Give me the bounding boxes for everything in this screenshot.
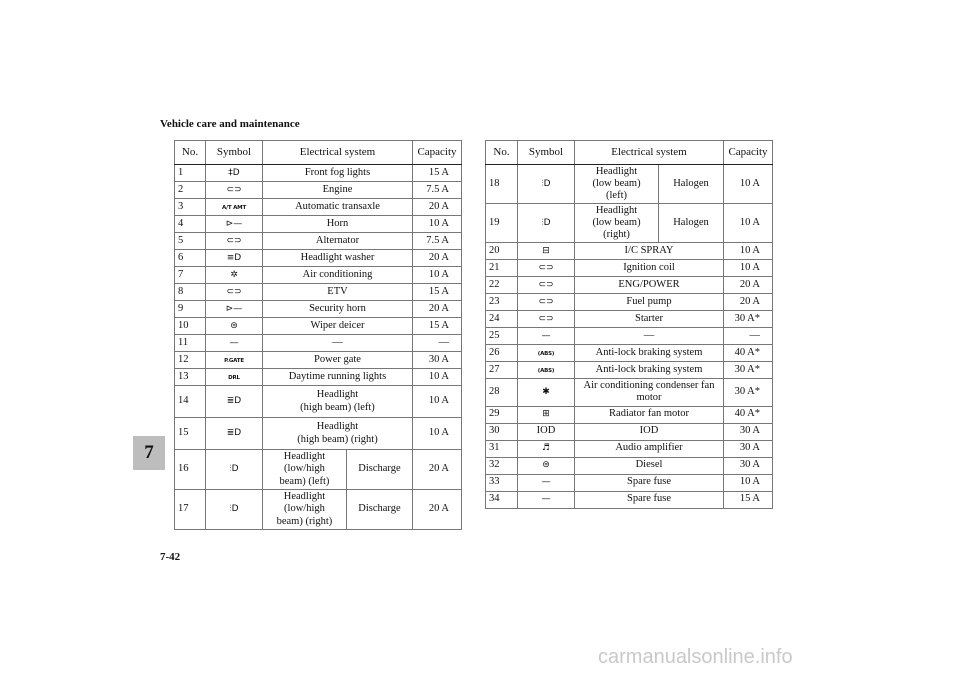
fuse-capacity: 20 A [413,199,462,216]
headlight-type: Discharge [346,450,412,490]
table-header-row [175,141,462,165]
fuse-capacity: 30 A* [724,311,773,328]
page-number: 7-42 [160,551,181,563]
fuse-capacity: 7.5 A [413,233,462,250]
column-header-symbol: Symbol [206,141,263,165]
electrical-system: Air conditioning [263,267,413,284]
table-row [175,267,462,284]
headlight-type: Discharge [346,490,412,530]
fuse-symbol [206,267,263,284]
horn-icon: ⊳— [225,303,243,314]
fuse-number: 16 [175,450,206,490]
fuse-capacity: 10 A [724,204,773,243]
fuse-capacity: 20 A [413,301,462,318]
table-row [175,199,462,216]
column-header-system: Electrical system [263,141,413,165]
fuse-capacity: 10 A [724,474,773,491]
headlight-type: Halogen [659,204,724,243]
electrical-system: Air conditioning condenser fan motor [575,379,724,406]
no-symbol: — [541,494,551,505]
electrical-system: Engine [263,182,413,199]
electrical-system: Headlight (low/high beam) (left) [263,450,347,490]
fuse-number: 6 [175,250,206,267]
fuse-capacity: 10 A [724,260,773,277]
fuse-number: 18 [486,165,518,204]
table-row [175,418,462,450]
table-row [486,474,773,491]
table-body [175,165,462,530]
radiator-fan-icon: ⊞ [542,409,550,420]
air-conditioning-icon: ✲ [230,269,238,280]
ic-spray-icon: ⊟ [542,246,550,257]
fuse-symbol [518,165,575,204]
electrical-system: Spare fuse [575,474,724,491]
chapter-tab: 7 [133,436,165,470]
electrical-system: Spare fuse [575,491,724,508]
table-row [175,490,462,530]
drl-icon: DRL [228,374,240,381]
table-row [175,216,462,233]
table-row [486,294,773,311]
fuse-number: 27 [486,362,518,379]
fuse-number: 10 [175,318,206,335]
fuse-number: 34 [486,491,518,508]
electrical-system: I/C SPRAY [575,243,724,260]
fuse-symbol [518,423,575,440]
table-row [175,233,462,250]
low-beam-icon: ⫶D [541,218,551,229]
table-row [175,352,462,369]
fuse-number: 31 [486,440,518,457]
table-row [175,301,462,318]
low-beam-icon: ⫶D [541,179,551,190]
fuse-number: 25 [486,328,518,345]
table-row [175,165,462,182]
fuse-symbol [206,335,263,352]
fuse-symbol [206,216,263,233]
fuse-number: 7 [175,267,206,284]
abs-icon: (ABS) [537,368,555,375]
fuse-capacity: 20 A [413,490,462,530]
electrical-system: — [263,335,413,352]
table-row [486,311,773,328]
fuse-symbol [206,284,263,301]
fuse-capacity: 20 A [724,277,773,294]
electrical-system: Headlight (low/high beam) (right) [263,490,347,530]
fuse-capacity: 30 A [724,440,773,457]
table-row [175,386,462,418]
fuse-number: 3 [175,199,206,216]
fuse-symbol [206,418,263,450]
electrical-system: Starter [575,311,724,328]
diesel-icon: ⊜ [542,460,550,471]
electrical-system: Anti-lock braking system [575,362,724,379]
fuse-number: 23 [486,294,518,311]
fuse-symbol [206,233,263,250]
fuse-symbol [206,386,263,418]
electrical-system: Audio amplifier [575,440,724,457]
fuse-symbol [518,311,575,328]
table-row [175,182,462,199]
no-symbol: — [541,477,551,488]
column-header-capacity: Capacity [413,141,462,165]
headlight-washer-icon: ≡D [226,252,242,263]
fuse-symbol [518,260,575,277]
watermark: carmanualsonline.info [598,646,793,668]
fuse-number: 24 [486,311,518,328]
fuse-number: 2 [175,182,206,199]
fuse-capacity: 15 A [724,491,773,508]
section-title: Vehicle care and maintenance [160,118,300,130]
electrical-system: Diesel [575,457,724,474]
fuse-symbol [518,491,575,508]
table-row [175,284,462,301]
fuse-symbol [206,450,263,490]
audio-amplifier-icon: ♬ [541,443,551,454]
fuse-number: 15 [175,418,206,450]
electrical-system: Headlight (low beam) (left) [575,165,659,204]
fuse-symbol [518,345,575,362]
horn-icon: ⊳— [225,218,243,229]
fuse-capacity: 15 A [413,318,462,335]
fuse-capacity: 30 A* [724,362,773,379]
fuse-capacity: 7.5 A [413,182,462,199]
fuse-number: 8 [175,284,206,301]
fuse-symbol [206,199,263,216]
fuse-number: 21 [486,260,518,277]
fuse-capacity: 10 A [413,267,462,284]
table-row [486,379,773,406]
electrical-system: Headlight (high beam) (left) [263,386,413,418]
electrical-system: Alternator [263,233,413,250]
low-beam-icon: ⫶D [229,464,239,475]
fuse-number: 28 [486,379,518,406]
fuse-number: 32 [486,457,518,474]
table-header-row [486,141,773,165]
fuse-number: 1 [175,165,206,182]
fuse-number: 22 [486,277,518,294]
column-header-system: Electrical system [575,141,724,165]
fuse-table-right [485,140,773,509]
fuse-capacity: 40 A* [724,345,773,362]
column-header-symbol: Symbol [518,141,575,165]
electrical-system: Radiator fan motor [575,406,724,423]
fuse-capacity: 20 A [413,250,462,267]
fuse-number: 30 [486,423,518,440]
table-row [486,328,773,345]
fuse-capacity: 20 A [413,450,462,490]
table-body [486,165,773,509]
fuse-icon: ⊂⊃ [226,184,242,195]
fuse-number: 12 [175,352,206,369]
electrical-system: Headlight (low beam) (right) [575,204,659,243]
table-row [175,318,462,335]
electrical-system: Headlight washer [263,250,413,267]
fuse-number: 9 [175,301,206,318]
electrical-system: Security horn [263,301,413,318]
no-symbol: — [541,331,551,342]
fuse-capacity: 10 A [413,386,462,418]
column-header-no: No. [486,141,518,165]
fuse-symbol [518,457,575,474]
table-row [486,277,773,294]
fuse-number: 13 [175,369,206,386]
fuse-symbol [518,440,575,457]
wiper-deicer-icon: ⊜ [230,320,238,331]
high-beam-icon: ≣D [226,428,242,439]
electrical-system: Ignition coil [575,260,724,277]
table-row [175,450,462,490]
fuse-symbol [518,277,575,294]
electrical-system: Daytime running lights [263,369,413,386]
column-header-no: No. [175,141,206,165]
abs-icon: (ABS) [537,351,555,358]
table-row [175,250,462,267]
fuse-symbol [518,406,575,423]
power-gate-icon: P.GATE [224,357,244,364]
fuse-capacity: — [724,328,773,345]
fuse-symbol [206,250,263,267]
fuse-symbol [518,362,575,379]
headlight-type: Halogen [659,165,724,204]
electrical-system: Wiper deicer [263,318,413,335]
table-row [486,406,773,423]
table-row [175,369,462,386]
fuse-symbol [518,243,575,260]
low-beam-icon: ⫶D [229,504,239,515]
fuse-capacity: 10 A [413,418,462,450]
fuse-capacity: 15 A [413,284,462,301]
fuse-symbol [518,204,575,243]
fuse-symbol [206,352,263,369]
fuse-number: 20 [486,243,518,260]
fuse-capacity: 40 A* [724,406,773,423]
electrical-system: ETV [263,284,413,301]
fuse-capacity: 15 A [413,165,462,182]
fuse-capacity: 30 A* [724,379,773,406]
table-row [175,335,462,352]
fuse-table-left [174,140,462,530]
table-row [486,165,773,204]
fuse-symbol [518,474,575,491]
fuse-capacity: — [413,335,462,352]
fuse-symbol [206,182,263,199]
fuse-number: 17 [175,490,206,530]
electrical-system: Horn [263,216,413,233]
electrical-system: Automatic transaxle [263,199,413,216]
fuse-icon: ⊂⊃ [226,286,242,297]
fuse-number: 29 [486,406,518,423]
electrical-system: — [575,328,724,345]
fuse-capacity: 30 A [724,457,773,474]
iod-text: IOD [536,425,556,437]
fuse-symbol [206,165,263,182]
fuse-symbol [518,294,575,311]
fuse-number: 5 [175,233,206,250]
fuse-symbol [518,379,575,406]
fuse-number: 4 [175,216,206,233]
electrical-system: Front fog lights [263,165,413,182]
fog-light-icon: ‡D [228,167,240,178]
electrical-system: IOD [575,423,724,440]
fuse-number: 26 [486,345,518,362]
table-row [486,491,773,508]
electrical-system: Fuel pump [575,294,724,311]
fuse-icon: ⊂⊃ [538,263,554,274]
table-row [486,243,773,260]
fuse-symbol [206,301,263,318]
electrical-system: Headlight (high beam) (right) [263,418,413,450]
electrical-system: Anti-lock braking system [575,345,724,362]
fuse-symbol [206,369,263,386]
condenser-fan-icon: ✱ [542,387,550,398]
fuse-capacity: 10 A [724,243,773,260]
fuse-icon: ⊂⊃ [538,314,554,325]
fuse-capacity: 10 A [413,216,462,233]
fuse-icon: ⊂⊃ [538,297,554,308]
fuse-capacity: 30 A [413,352,462,369]
table-row [486,440,773,457]
fuse-symbol [206,490,263,530]
table-row [486,362,773,379]
fuse-number: 19 [486,204,518,243]
fuse-capacity: 20 A [724,294,773,311]
table-row [486,345,773,362]
fuse-icon: ⊂⊃ [226,235,242,246]
column-header-capacity: Capacity [724,141,773,165]
table-row [486,423,773,440]
table-row [486,204,773,243]
fuse-number: 33 [486,474,518,491]
electrical-system: Power gate [263,352,413,369]
fuse-symbol [518,328,575,345]
fuse-symbol [206,318,263,335]
fuse-capacity: 10 A [724,165,773,204]
table-row [486,260,773,277]
fuse-number: 11 [175,335,206,352]
no-symbol: — [229,337,239,348]
fuse-capacity: 30 A [724,423,773,440]
at-amt-icon: A/T AMT [221,204,246,211]
fuse-number: 14 [175,386,206,418]
high-beam-icon: ≣D [226,396,242,407]
table-row [486,457,773,474]
fuse-capacity: 10 A [413,369,462,386]
electrical-system: ENG/POWER [575,277,724,294]
fuse-icon: ⊂⊃ [538,280,554,291]
